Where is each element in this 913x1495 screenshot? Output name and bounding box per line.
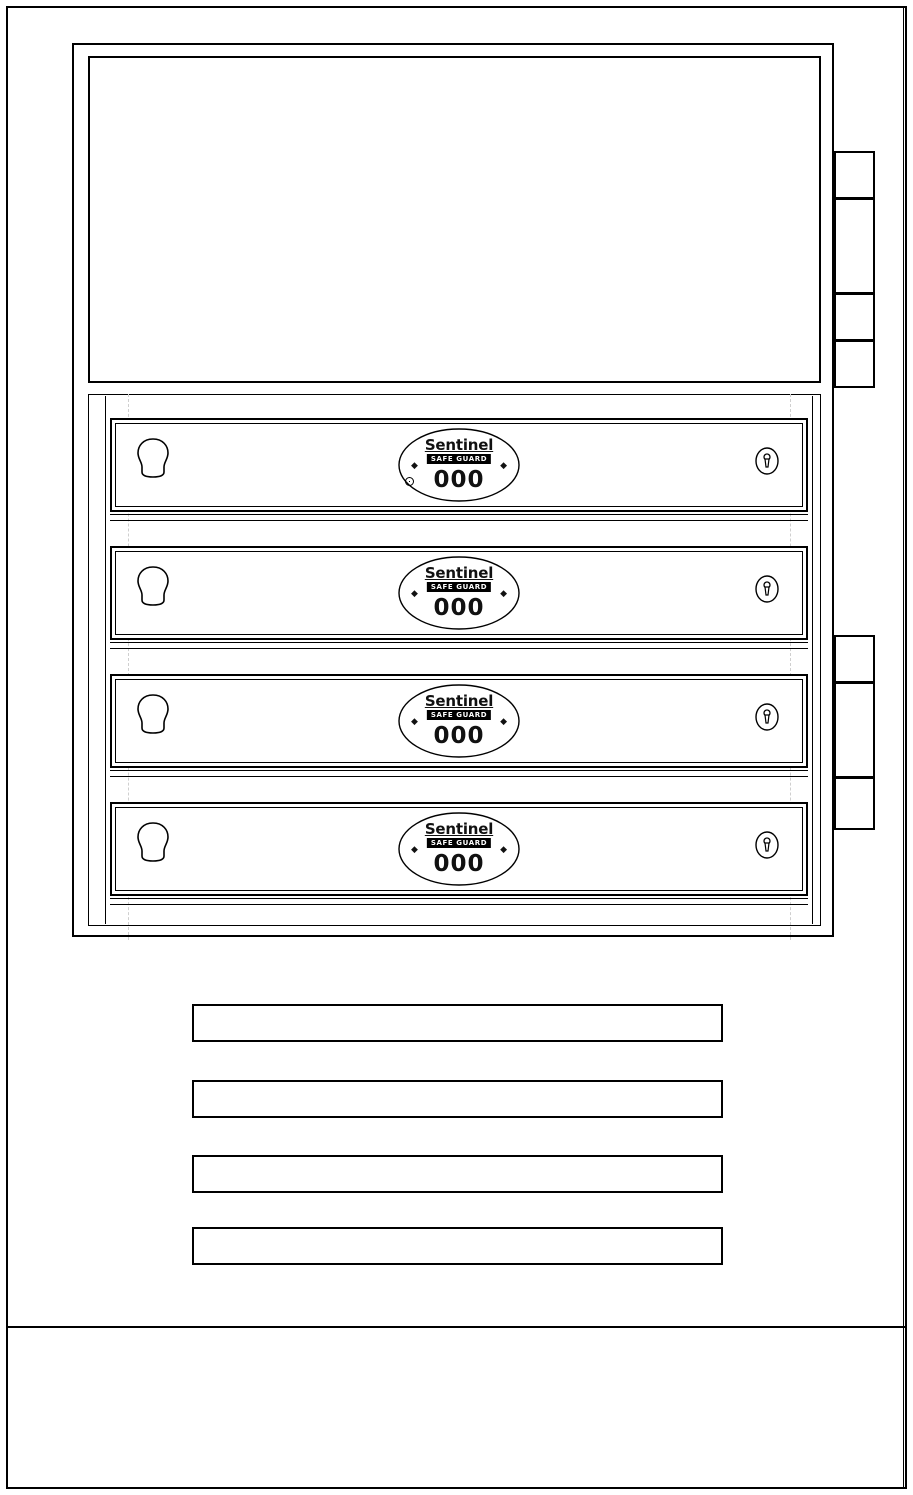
detail-callout-marker [405,477,414,486]
label-bar-1[interactable] [192,1004,723,1042]
keyhole-lock-icon[interactable] [754,574,780,604]
badge-dot-right-icon: ◆ [500,716,507,726]
label-bar-4[interactable] [192,1227,723,1265]
keyhole-lock-icon[interactable] [754,446,780,476]
drawer-2[interactable] [110,546,808,640]
label-bar-3[interactable] [192,1155,723,1193]
keyhole-lock-icon[interactable] [754,702,780,732]
title-block [8,1326,905,1487]
drawer-stack-rail-right [812,396,822,924]
drawer-gap-1 [110,514,808,521]
drawer-pull-handle-icon[interactable] [136,566,170,606]
badge-dot-left-icon: ◆ [411,716,418,726]
drawer-pull-handle-icon[interactable] [136,694,170,734]
drawer-gap-3 [110,770,808,777]
sheet-border-right-edge [903,6,907,1489]
drawer-gap-4 [110,898,808,905]
badge-brand-name: Sentinel [424,436,494,454]
badge-subtitle: SAFE GUARD [427,582,491,592]
drawer-3-badge [397,683,521,759]
tab-upper-2[interactable] [834,198,875,294]
tab-upper-3[interactable] [834,293,875,341]
drawer-1-badge [397,427,521,503]
tab-lower-1[interactable] [834,635,875,683]
drawer-gap-2 [110,642,808,649]
drawer-3[interactable] [110,674,808,768]
cabinet-top-panel [88,56,821,383]
badge-dot-right-icon: ◆ [500,460,507,470]
tab-lower-2[interactable] [834,682,875,778]
badge-dot-left-icon: ◆ [411,460,418,470]
badge-brand-name: Sentinel [424,564,494,582]
badge-subtitle: SAFE GUARD [427,454,491,464]
badge-subtitle: SAFE GUARD [427,710,491,720]
badge-dot-left-icon: ◆ [411,588,418,598]
badge-dial-digits: 000 [433,467,485,493]
badge-dial-digits: 000 [433,851,485,877]
tab-upper-4[interactable] [834,340,875,388]
badge-dial-digits: 000 [433,595,485,621]
badge-dot-right-icon: ◆ [500,844,507,854]
badge-dot-left-icon: ◆ [411,844,418,854]
drawer-1[interactable] [110,418,808,512]
drawer-4-badge [397,811,521,887]
badge-brand-name: Sentinel [424,820,494,838]
drawer-2-badge [397,555,521,631]
label-bar-2[interactable] [192,1080,723,1118]
keyhole-lock-icon[interactable] [754,830,780,860]
drawer-pull-handle-icon[interactable] [136,822,170,862]
drawer-stack-rail-left [96,396,106,924]
badge-dot-right-icon: ◆ [500,588,507,598]
badge-dial-digits: 000 [433,723,485,749]
drawer-4[interactable] [110,802,808,896]
tab-upper-1[interactable] [834,151,875,199]
drawer-pull-handle-icon[interactable] [136,438,170,478]
badge-subtitle: SAFE GUARD [427,838,491,848]
tab-lower-3[interactable] [834,777,875,830]
badge-brand-name: Sentinel [424,692,494,710]
